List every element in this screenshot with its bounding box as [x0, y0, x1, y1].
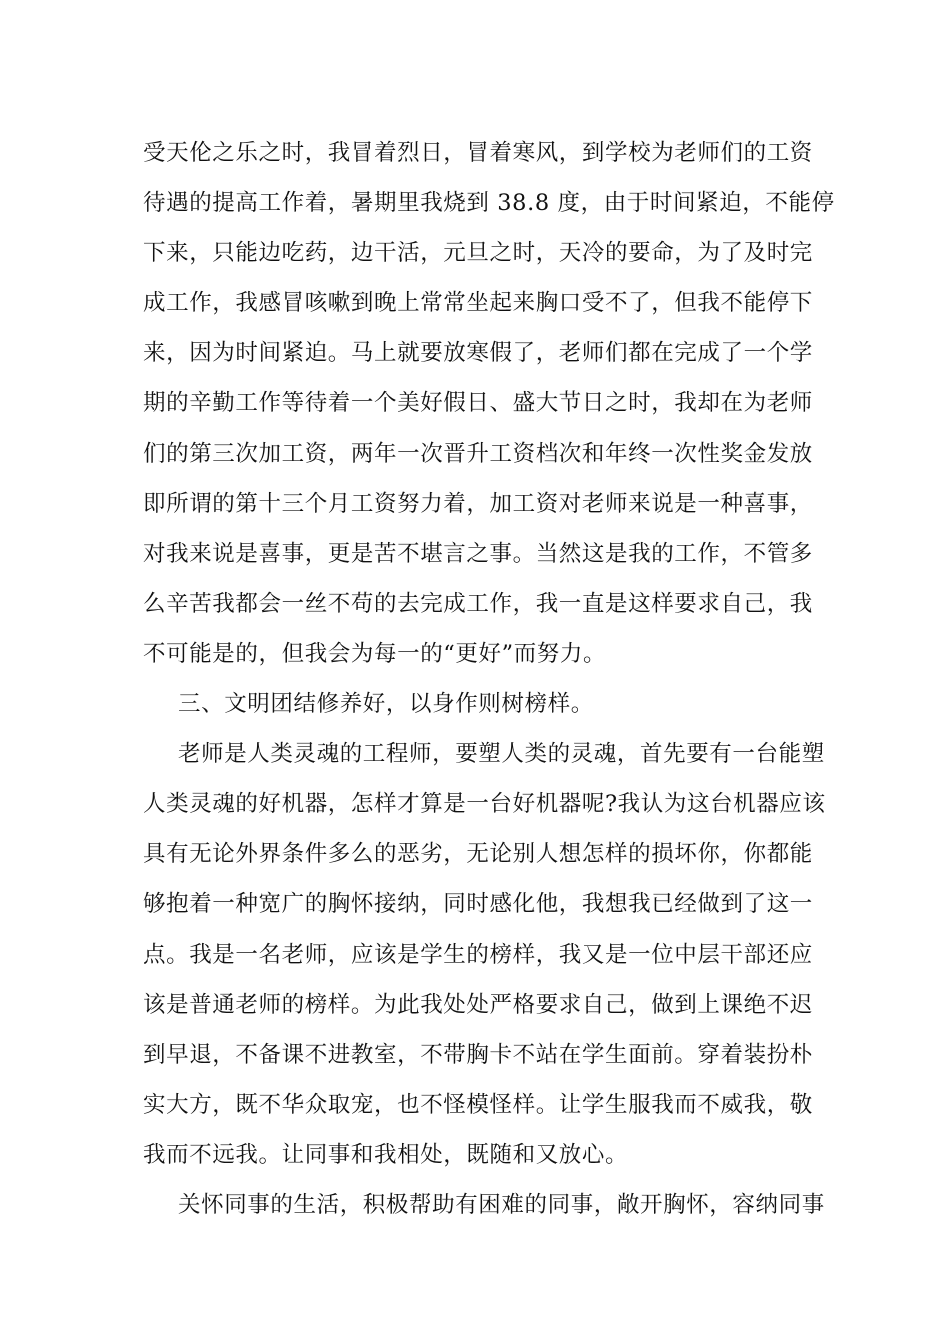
paragraph-start-line: 关怀同事的生活，积极帮助有困难的同事，敞开胸怀，容纳同事 [178, 1191, 825, 1218]
text-line: 点。我是一名老师，应该是学生的榜样，我又是一位中层干部还应 [143, 941, 813, 968]
text-line: 对我来说是喜事，更是苦不堪言之事。当然这是我的工作，不管多 [143, 540, 813, 567]
text-line: 不可能是的，但我会为每一的“更好”而努力。 [143, 640, 607, 667]
text-line: 么辛苦我都会一丝不苟的去完成工作，我一直是这样要求自己，我 [143, 590, 813, 617]
text-line: 实大方，既不华众取宠，也不怪模怪样。让学生服我而不威我，敬 [143, 1091, 813, 1118]
text-line: 我而不远我。让同事和我相处，既随和又放心。 [143, 1141, 629, 1168]
section-heading: 三、文明团结修养好，以身作则树榜样。 [178, 691, 594, 718]
text-line: 该是普通老师的榜样。为此我处处严格要求自己，做到上课绝不迟 [143, 991, 813, 1018]
body-text [143, 128, 835, 1230]
text-line: 下来，只能边吃药，边干活，元旦之时，天冷的要命，为了及时完 [143, 240, 813, 267]
text-line: 到早退，不备课不进教室，不带胸卡不站在学生面前。穿着装扮朴 [143, 1041, 813, 1068]
text-line: 期的辛勤工作等待着一个美好假日、盛大节日之时，我却在为老师 [143, 390, 813, 417]
text-line: 即所谓的第十三个月工资努力着，加工资对老师来说是一种喜事， [143, 490, 813, 517]
text-line: 们的第三次加工资，两年一次晋升工资档次和年终一次性奖金发放 [143, 440, 813, 467]
paragraph-start-line: 老师是人类灵魂的工程师，要塑人类的灵魂，首先要有一台能塑 [178, 741, 825, 768]
text-line: 待遇的提高工作着，暑期里我烧到 38.8 度，由于时间紧迫，不能停 [143, 190, 835, 217]
text-line: 够抱着一种宽广的胸怀接纳，同时感化他，我想我已经做到了这一 [143, 891, 813, 918]
text-line: 来，因为时间紧迫。马上就要放寒假了，老师们都在完成了一个学 [143, 340, 813, 367]
text-line: 成工作，我感冒咳嗽到晚上常常坐起来胸口受不了，但我不能停下 [143, 290, 813, 317]
text-line: 具有无论外界条件多么的恶劣，无论别人想怎样的损坏你，你都能 [143, 841, 813, 868]
text-line: 人类灵魂的好机器，怎样才算是一台好机器呢?我认为这台机器应该 [143, 791, 826, 818]
text-line: 受天伦之乐之时，我冒着烈日，冒着寒风，到学校为老师们的工资 [143, 140, 813, 166]
